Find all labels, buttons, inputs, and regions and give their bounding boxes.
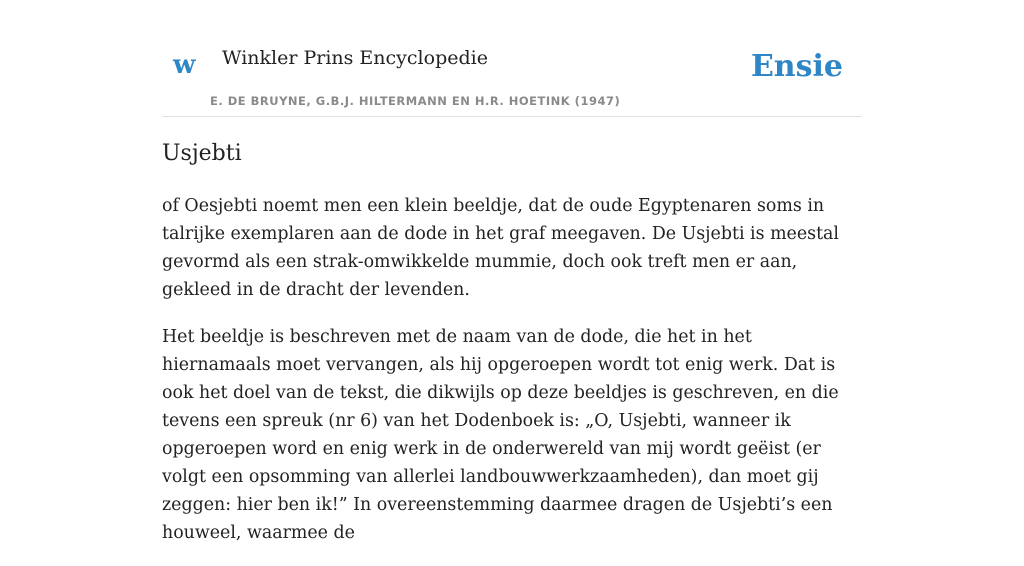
winkler-prins-logo[interactable]: w <box>173 50 196 80</box>
ensie-logo[interactable]: Ensie <box>750 49 843 84</box>
article-title: Usjebti <box>162 141 242 166</box>
header <box>162 0 862 117</box>
work-title[interactable]: Winkler Prins Encyclopedie <box>222 47 488 69</box>
article-body <box>162 192 862 566</box>
article-paragraph-1: of Oesjebti noemt men een klein beeldje, dat de oude Egyptenaren soms in talrijke exemplaren aan de dode in het graf meegaven. De Usjebti is meestal gevormd als een strak-omwikkelde mummie, doch ook treft men er aan, gekleed in de dracht der levenden. <box>162 196 839 300</box>
authors-line: E. DE BRUYNE, G.B.J. HILTERMANN EN H.R. HOETINK (1947) <box>210 94 621 108</box>
article-paragraph-2: Het beeldje is beschreven met de naam van de dode, die het in het hiernamaals moet vervangen, als hij opgeroepen wordt tot enig werk. Dat is ook het doel van de tekst, die dikwijls op deze beeldjes is geschreven, en die tevens een spreuk (nr 6) van het Dodenboek is: „O, Usjebti, wanneer ik opgeroepen word en enig werk in de onderwereld van mij wordt geëist (er volgt een opsomming van allerlei landbouwwerkzaamheden), dan moet gij zeggen: hier ben ik!” In overeenstemming daarmee dragen de Usjebti’s een houweel, waarmee de <box>162 327 839 543</box>
